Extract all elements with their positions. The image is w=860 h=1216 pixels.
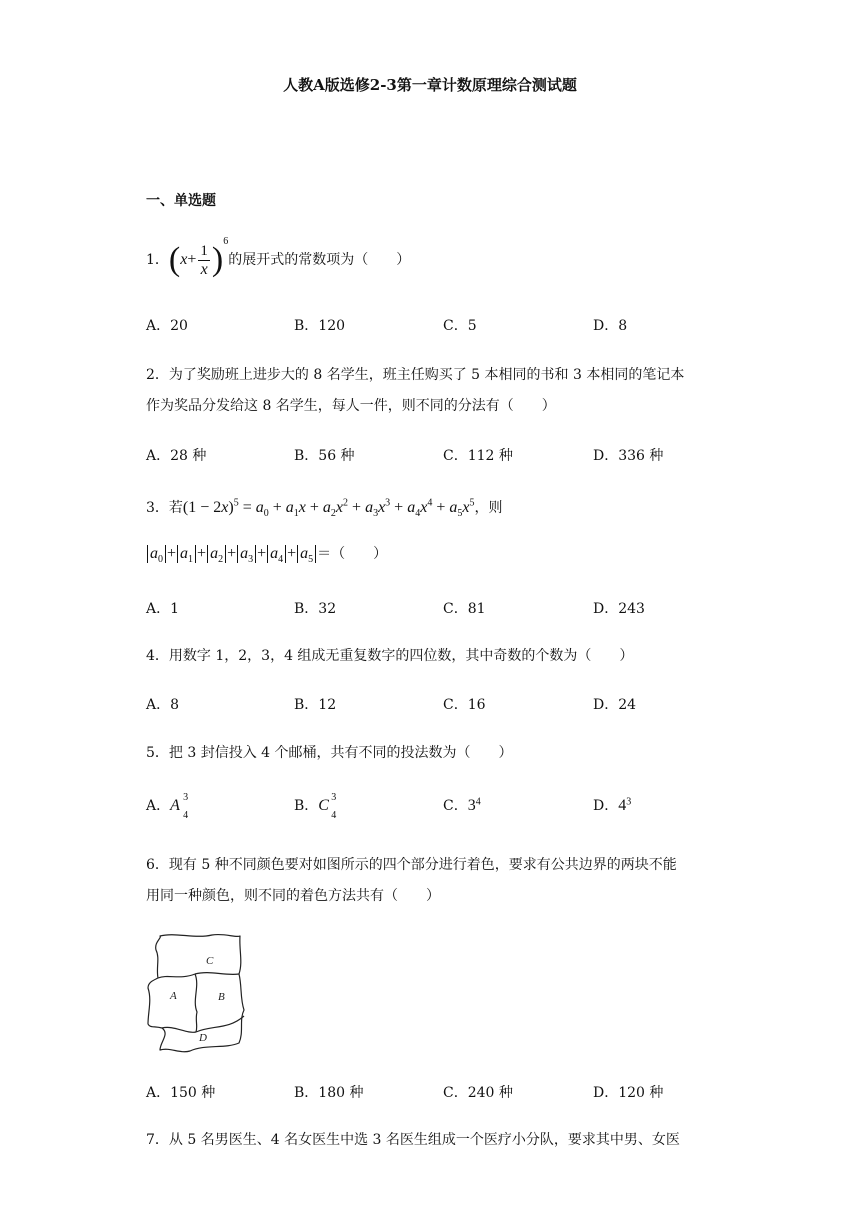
q2-line-2: 作为奖品分发给这 8 名学生，每人一件，则不同的分法有（ ） bbox=[146, 398, 556, 414]
q5-letter-a: A． bbox=[146, 798, 171, 814]
q4-option-c: C．16 bbox=[443, 697, 486, 713]
region-label-c: C bbox=[206, 955, 214, 967]
border-a-d bbox=[162, 1027, 196, 1032]
q5-b-sup: 3 bbox=[331, 792, 337, 803]
q5-d-sup: 3 bbox=[626, 796, 632, 808]
q6-option-a: A．150 种 bbox=[146, 1085, 216, 1101]
region-label-d: D bbox=[199, 1032, 207, 1044]
q4-option-d: D．24 bbox=[593, 697, 637, 713]
q5-c-base: 3 bbox=[467, 797, 476, 814]
q1-text: 的展开式的常数项为（ ） bbox=[228, 252, 411, 268]
q7-line-1: 7．从 5 名男医生、4 名女医生中选 3 名医生组成一个医疗小分队，要求其中男、女医 bbox=[146, 1132, 680, 1148]
q3-option-c: C．81 bbox=[443, 601, 486, 617]
q2-line-1: 2．为了奖励班上进步大的 8 名学生，班主任购买了 5 本相同的书和 3 本相同的笔记本 bbox=[146, 367, 685, 383]
q5-letter-c: C． bbox=[443, 798, 468, 814]
border-b-d bbox=[196, 1016, 244, 1032]
q1-fraction bbox=[198, 242, 210, 279]
document-title: 人教A版选修2-3第一章计数原理综合测试题 bbox=[283, 76, 577, 94]
q3-blank: ＝（ ） bbox=[317, 546, 388, 562]
q5-text: 5．把 3 封信投入 4 个邮桶，共有不同的投法数为（ ） bbox=[146, 745, 513, 761]
border-a-b bbox=[195, 974, 197, 1032]
q3-equation: $(1 - 2x)^5 = a_0 + a_1x + a_2x^2 + a_3x^3 + a_4x^4 + a_5x^5$ bbox=[182, 497, 475, 520]
section-heading: 一、单选题 bbox=[146, 193, 216, 209]
q2-option-c: C．112 种 bbox=[443, 448, 513, 464]
q2-option-b: B．56 种 bbox=[294, 448, 355, 464]
q2-option-d: D．336 种 bbox=[593, 448, 664, 464]
q1-frac-den: x bbox=[200, 260, 208, 278]
border-b-c bbox=[195, 973, 239, 975]
region-label-b: B bbox=[218, 991, 225, 1003]
q5-a-sup: 3 bbox=[183, 792, 189, 803]
q5-c-sup: 4 bbox=[475, 796, 481, 808]
q1-option-b: B．120 bbox=[294, 318, 346, 334]
q1-operator: + bbox=[187, 251, 197, 268]
q1-exponent: 6 bbox=[223, 236, 229, 248]
q1-var: x bbox=[180, 251, 188, 268]
q2-option-a: A．28 种 bbox=[146, 448, 207, 464]
q1-option-c: C．5 bbox=[443, 318, 477, 334]
q6-line-1: 6．现有 5 种不同颜色要对如图所示的四个部分进行着色，要求有公共边界的两块不能 bbox=[146, 857, 677, 873]
q3-option-a: A．1 bbox=[146, 601, 180, 617]
q4-text: 4．用数字 1，2，3，4 组成无重复数字的四位数，其中奇数的个数为（ ） bbox=[146, 648, 634, 664]
q3-prefix: 3．若 bbox=[146, 500, 183, 516]
question-3-line-2 bbox=[146, 544, 387, 564]
q5-letter-b: B． bbox=[294, 798, 319, 814]
q3-suffix: ，则 bbox=[474, 500, 503, 516]
q4-option-a: A．8 bbox=[146, 697, 180, 713]
q6-option-c: C．240 种 bbox=[443, 1085, 513, 1101]
border-a-c bbox=[158, 974, 195, 978]
region-label-a: A bbox=[170, 990, 177, 1002]
q5-a-base: A bbox=[170, 797, 180, 814]
q6-region-map-figure bbox=[140, 928, 252, 1056]
question-3-line-1 bbox=[146, 498, 502, 518]
q1-frac-num: 1 bbox=[200, 242, 208, 259]
q6-option-b: B．180 种 bbox=[294, 1085, 364, 1101]
q1-option-a: A．20 bbox=[146, 318, 188, 334]
q1-number: 1． bbox=[146, 252, 169, 268]
q5-d-base: 4 bbox=[618, 797, 627, 814]
q3-option-d: D．243 bbox=[593, 601, 645, 617]
q4-option-b: B．12 bbox=[294, 697, 337, 713]
q5-b-sub: 4 bbox=[331, 810, 337, 821]
q5-option-a bbox=[146, 792, 189, 821]
q6-option-d: D．120 种 bbox=[593, 1085, 664, 1101]
q5-letter-d: D． bbox=[593, 798, 619, 814]
q5-option-d bbox=[593, 796, 631, 816]
q5-option-b bbox=[294, 792, 337, 821]
q3-abs-sum: $a_0 + a_1 + a_2 + a_3 + a_4 + a_5$ bbox=[146, 545, 317, 562]
q3-option-b: B．32 bbox=[294, 601, 337, 617]
question-1: 1．(x+ $\frac{1}{x}$ )$^6$的展开式的常数项为（ ） bbox=[146, 236, 411, 278]
q5-b-base: C bbox=[318, 797, 329, 814]
q5-option-c bbox=[443, 796, 481, 816]
q6-line-2: 用同一种颜色，则不同的着色方法共有（ ） bbox=[146, 888, 440, 904]
q1-option-d: D．8 bbox=[593, 318, 628, 334]
q5-a-sub: 4 bbox=[183, 810, 189, 821]
